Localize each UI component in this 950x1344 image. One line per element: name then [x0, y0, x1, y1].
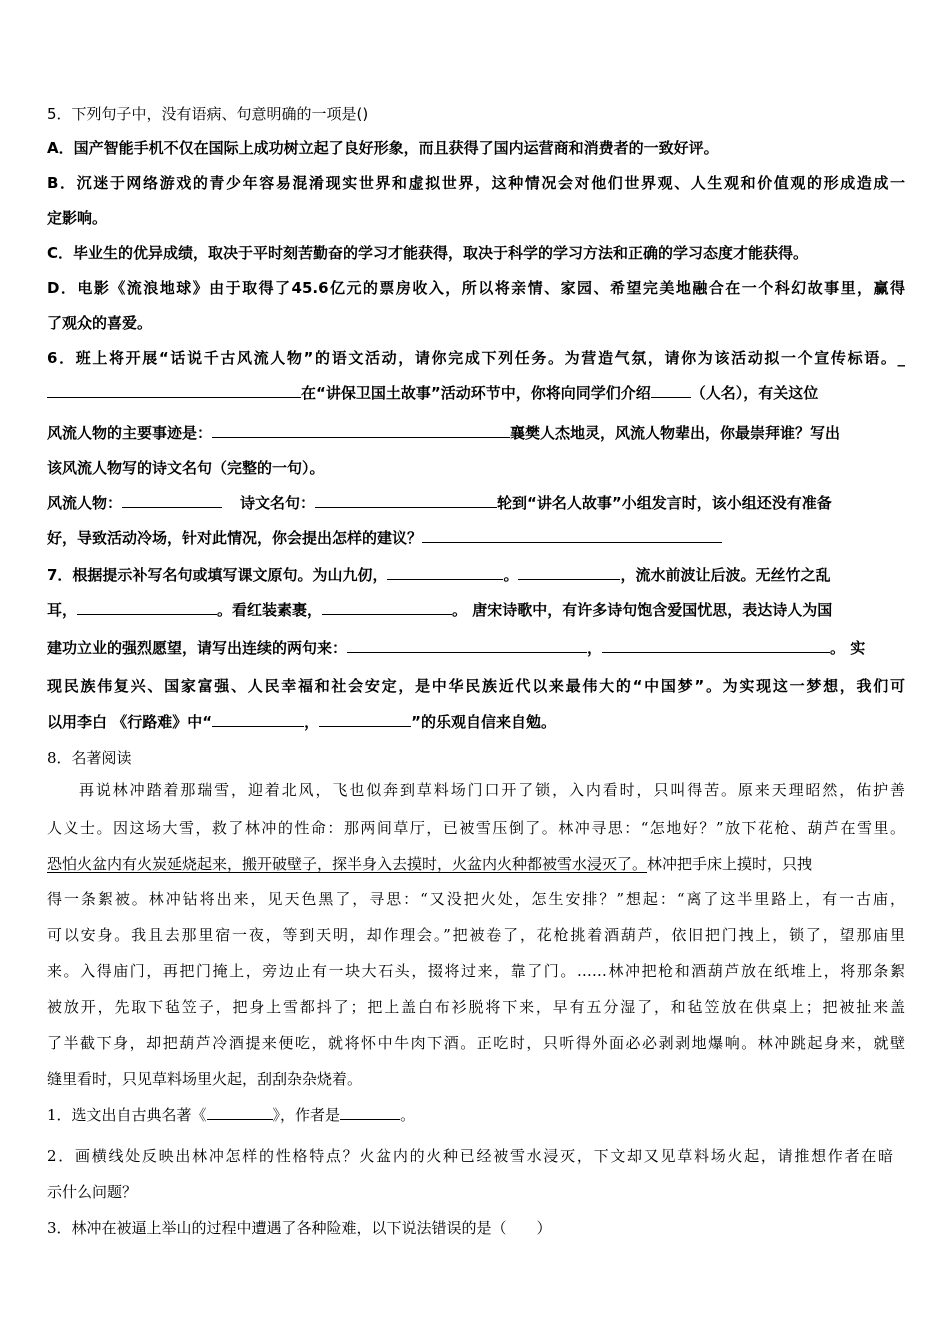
q7-line2-text-a: 耳， — [47, 601, 78, 619]
q6-line2-text-a: 在“讲保卫国土故事”活动环节中，你将向同学们介绍 — [301, 384, 651, 402]
q5-stem: 5．下列句子中，没有语病、句意明确的一项是() — [47, 105, 369, 123]
q7-line3 — [47, 638, 865, 658]
q7-line2 — [47, 600, 832, 620]
author-blank[interactable] — [340, 1105, 400, 1120]
q6-line6-text: 好，导致活动冷场，针对此情况，你会提出怎样的建议？ — [47, 529, 423, 547]
passage-line-3 — [47, 854, 812, 874]
q8-sub1 — [47, 1105, 415, 1125]
q7-line5-text-c: ”的乐观自信来自勉。 — [411, 713, 556, 731]
q7-blank-5[interactable] — [347, 638, 587, 653]
q7-line3-text-c: 。 实 — [830, 639, 866, 657]
q6-line3 — [47, 423, 840, 443]
q7-blank-1[interactable] — [387, 565, 503, 580]
q7-blank-7[interactable] — [212, 712, 304, 727]
q6-line1: 6．班上将开展“话说千古风流人物”的语文活动，请你完成下列任务。为营造气氛，请你为该活动拟一个宣传标语。_ — [47, 349, 905, 367]
q8-sub2-line1: 2．画横线处反映出林冲怎样的性格特点？火盆内的火种已经被雪水浸灭，下文却又见草料场火起，请推想作者在暗 — [47, 1147, 893, 1165]
q7-line1-text-a: 7．根据提示补写名句或填写课文原句。为山九仞， — [47, 566, 388, 584]
q6-line2-text-b: （人名），有关这位 — [690, 384, 819, 402]
q7-line5 — [47, 712, 556, 732]
q5-option-a: A．国产智能手机不仅在国际上成功树立起了良好形象，而且获得了国内运营商和消费者的一致好评。 — [47, 139, 719, 157]
q6-line5-text-a: 风流人物： — [47, 494, 123, 512]
q7-line5-text-a: 以用李白 《行路难》中“ — [47, 713, 213, 731]
passage-line-7: 被放开，先取下毡笠子，把身上雪都抖了；把上盖白布衫脱将下来，早有五分湿了，和毡笠放在供桌上；把被扯来盖 — [47, 998, 905, 1016]
q5-option-b-line1: B．沉迷于网络游戏的青少年容易混淆现实世界和虚拟世界，这种情况会对他们世界观、人生观和价值观的形成造成一 — [47, 174, 905, 192]
q7-line5-text-b: ， — [304, 713, 320, 731]
q7-blank-8[interactable] — [319, 712, 411, 727]
underlined-passage: 恐怕火盆内有火炭延烧起来，搬开破壁子，探半身入去摸时，火盆内火种都被雪水浸灭了。 — [47, 855, 648, 873]
q5-option-c: C．毕业生的优异成绩，取决于平时刻苦勤奋的学习才能获得，取决于科学的学习方法和正确的学习态度才能获得。 — [47, 244, 809, 262]
q7-line3-text-b: ， — [587, 639, 603, 657]
q7-line1-text-c: ，流水前波让后波。无丝竹之乱 — [620, 566, 831, 584]
q8-sub3: 3．林冲在被逼上举山的过程中遭遇了各种险难，以下说法错误的是（ ） — [47, 1219, 552, 1237]
q7-blank-6[interactable] — [602, 638, 830, 653]
q7-line2-text-b: 。看红装素裹， — [217, 601, 323, 619]
poem-line-blank[interactable] — [315, 493, 497, 508]
passage-line-5: 可以安身。我且去那里宿一夜，等到天明，却作理会。”把被卷了，花枪挑着酒葫芦，依旧把门拽上，锁了，望那庙里 — [47, 926, 905, 944]
q8-sub1-text-a: 1．选文出自古典名著《 — [47, 1106, 207, 1124]
suggestion-blank[interactable] — [422, 528, 722, 543]
passage-line-1: 再说林冲踏着那瑞雪，迎着北风，飞也似奔到草料场门口开了锁，入内看时，只叫得苦。原来天理昭然，佑护善 — [79, 781, 905, 799]
passage-line-8: 了半截下身，却把葫芦冷酒提来便吃，就将怀中牛肉下酒。正吃时，只听得外面必必剥剥地爆响。林冲跳起身来，就壁 — [47, 1034, 905, 1052]
q6-line3-text-b: 襄樊人杰地灵，风流人物辈出，你最崇拜谁？写出 — [510, 424, 841, 442]
q6-line5-text-b: 诗文名句： — [240, 494, 316, 512]
q8-sub1-text-b: 》，作者是 — [272, 1106, 341, 1124]
q6-line5 — [47, 493, 832, 513]
q8-sub2-line2: 示什么问题？ — [47, 1183, 138, 1201]
q7-blank-3[interactable] — [77, 600, 217, 615]
book-title-blank[interactable] — [207, 1105, 273, 1120]
q8-title: 8．名著阅读 — [47, 749, 132, 767]
q7-line3-text-a: 建功立业的强烈愿望，请写出连续的两句来： — [47, 639, 348, 657]
q6-line2 — [47, 383, 818, 403]
passage-line-2: 人义士。因这场大雪，救了林冲的性命：那两间草厅，已被雪压倒了。林冲寻思：“怎地好？”放下花枪、葫芦在雪里。 — [47, 819, 905, 837]
q8-sub1-text-c: 。 — [400, 1106, 416, 1124]
q6-line4: 该风流人物写的诗文名句（完整的一句）。 — [47, 459, 325, 477]
slogan-blank[interactable] — [47, 383, 301, 398]
q6-line3-text-a: 风流人物的主要事迹是： — [47, 424, 213, 442]
q7-line1 — [47, 565, 830, 585]
passage-line-9: 缝里看时，只见草料场里火起，刮刮杂杂烧着。 — [47, 1070, 363, 1088]
passage-line-3-rest: 林冲把手床上摸时，只拽 — [647, 855, 813, 873]
passage-line-4: 得一条絮被。林冲钻将出来，见天色黑了，寻思：“又没把火处，怎生安排？”想起：“离了这半里路上，有一古庙， — [47, 890, 905, 908]
q6-line5-text-c: 轮到“讲名人故事”小组发言时，该小组还没有准备 — [497, 494, 832, 512]
q5-option-d-line1: D．电影《流浪地球》由于取得了45.6亿元的票房收入，所以将亲情、家园、希望完美地融合在一个科幻故事里，赢得 — [47, 279, 905, 297]
person-name-blank[interactable] — [651, 383, 691, 398]
q5-option-d-line2: 了观众的喜爱。 — [47, 314, 153, 332]
passage-line-6: 来。入得庙门，再把门掩上，旁边止有一块大石头，掇将过来，靠了门。……林冲把枪和酒葫芦放在纸堆上，将那条絮 — [47, 962, 905, 980]
q7-line1-text-b: 。 — [503, 566, 519, 584]
q7-line2-text-c: 。 唐宋诗歌中，有许多诗句饱含爱国忧思，表达诗人为国 — [452, 601, 833, 619]
figure-blank[interactable] — [122, 493, 222, 508]
q6-line6 — [47, 528, 722, 548]
q7-blank-2[interactable] — [518, 565, 620, 580]
q7-line4: 现民族伟复兴、国家富强、人民幸福和社会安定，是中华民族近代以来最伟大的“中国梦”。为实现这一梦想，我们可 — [47, 677, 905, 695]
q5-option-b-line2: 定影响。 — [47, 209, 108, 227]
main-deeds-blank[interactable] — [212, 423, 510, 438]
q7-blank-4[interactable] — [322, 600, 452, 615]
